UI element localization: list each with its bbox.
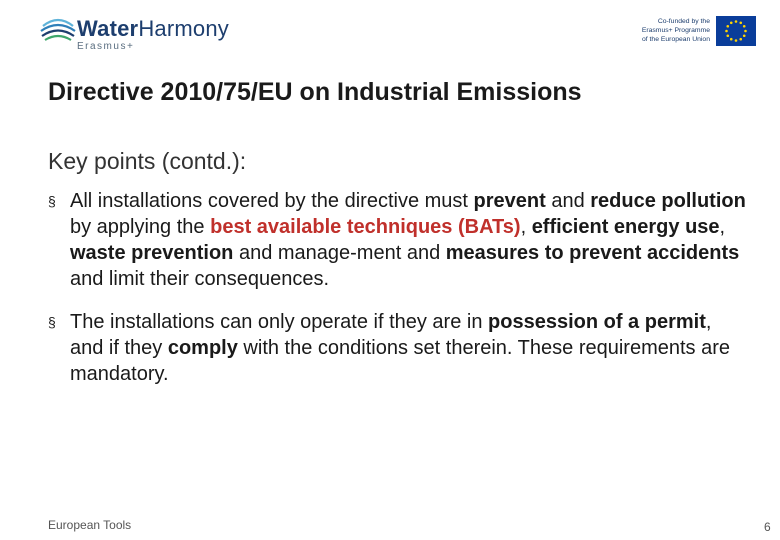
bullet-text-2 — [70, 311, 730, 385]
body-text: and limit their consequences. — [70, 268, 330, 290]
eu-star-icon — [730, 38, 733, 41]
eu-flag-icon — [716, 16, 756, 46]
eu-star-icon — [730, 21, 733, 24]
bullet-list — [48, 188, 748, 387]
body-text: and manage-ment and — [233, 242, 446, 264]
eu-text-line-2: Erasmus+ Programme — [641, 27, 710, 34]
body-text: , — [520, 216, 532, 238]
eu-star-icon — [743, 25, 746, 28]
slide-subtitle: Key points (contd.): — [48, 148, 247, 174]
bullet-item-1 — [48, 188, 748, 292]
emphasis-text: reduce pollution — [590, 190, 746, 212]
bullet-text-1 — [70, 190, 746, 290]
eu-text-line-1: Co-funded by the — [657, 18, 710, 25]
eu-star-icon — [735, 20, 738, 23]
body-text: by applying the — [70, 216, 211, 238]
water-drop-logo-icon — [40, 16, 76, 46]
highlight-text: best available techniques (BATs) — [210, 216, 521, 238]
bullet-item-2 — [48, 309, 748, 387]
logo-brand-bold: Water — [77, 16, 139, 41]
body-text: , — [719, 216, 726, 238]
eu-cofunding-logo — [616, 14, 756, 48]
logo-brand-rest: Harmony — [138, 16, 229, 41]
eu-star-icon — [743, 34, 746, 37]
footer-label: European Tools — [48, 518, 132, 532]
eu-star-icon — [739, 38, 742, 41]
slide-title: Directive 2010/75/EU on Industrial Emissions — [48, 78, 582, 106]
body-text: The installations can only operate if they are in — [70, 311, 489, 333]
eu-star-icon — [739, 21, 742, 24]
body-text: , and if they — [70, 311, 712, 359]
eu-cofunding-text — [618, 17, 710, 44]
bullet-marker-icon: § — [48, 314, 56, 330]
emphasis-text: prevent — [473, 190, 546, 212]
emphasis-text: efficient energy use — [531, 216, 720, 238]
eu-star-icon — [735, 39, 738, 42]
emphasis-text: possession of a permit — [488, 311, 706, 333]
eu-star-icon — [726, 25, 729, 28]
logo-brand-text — [77, 16, 229, 42]
bullet-marker-icon: § — [48, 193, 56, 209]
emphasis-text: measures to prevent accidents — [445, 242, 740, 264]
body-text: and — [545, 190, 591, 212]
body-text: with the conditions set therein. These requirements are mandatory. — [70, 337, 730, 385]
eu-star-icon — [725, 30, 728, 33]
page-number: 6 — [764, 520, 771, 534]
emphasis-text: comply — [167, 337, 238, 359]
logo-subtitle: Erasmus+ — [77, 41, 135, 52]
eu-star-icon — [744, 30, 747, 33]
eu-star-icon — [726, 34, 729, 37]
water-harmony-logo — [40, 14, 240, 54]
eu-text-line-3: of the European Union — [641, 36, 710, 43]
emphasis-text: waste prevention — [70, 242, 234, 264]
body-text: All installations covered by the directive must — [70, 190, 474, 212]
